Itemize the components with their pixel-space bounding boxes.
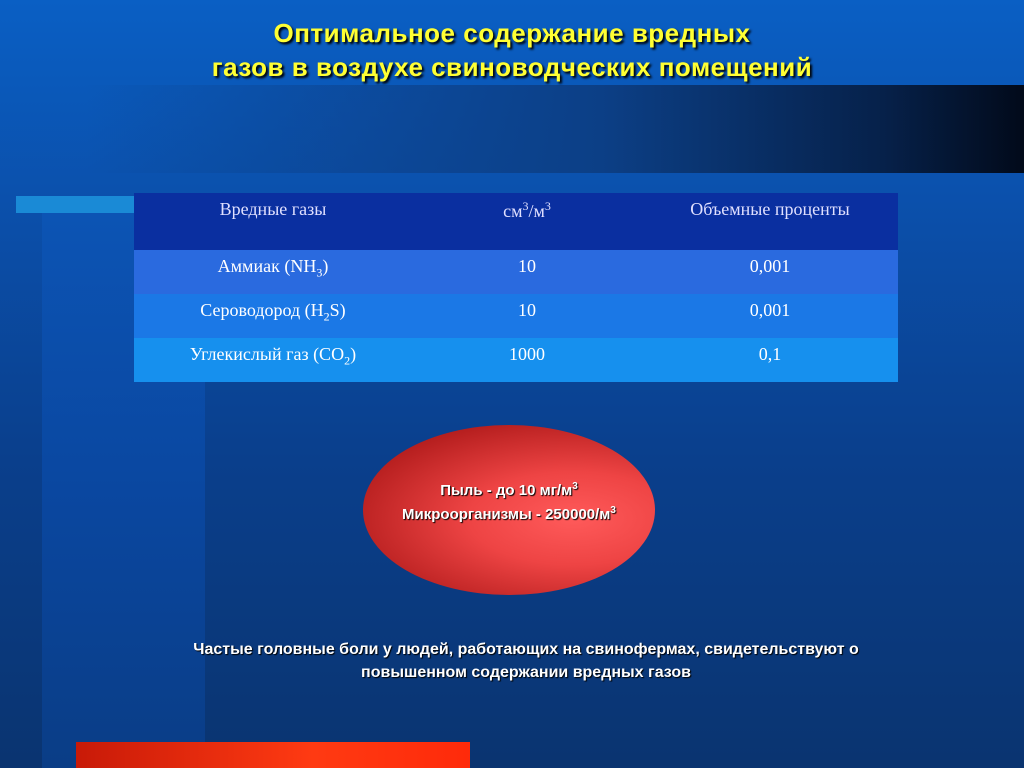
gas-value: 10 — [412, 294, 642, 338]
table-row — [134, 250, 898, 294]
dust-microorganisms-ellipse — [363, 425, 655, 595]
header-percent: Объемные проценты — [642, 193, 898, 250]
table-row — [134, 294, 898, 338]
header-unit: $см^3/м^3$ — [412, 193, 642, 250]
gas-name-hydrogen-sulfide: Сероводород $(H_2S)$ — [134, 294, 412, 338]
harmful-gases-table — [134, 193, 898, 382]
gas-value: 10 — [412, 250, 642, 294]
footnote-text — [0, 638, 1024, 684]
gas-percent: 0,001 — [642, 294, 898, 338]
gas-percent: 0,001 — [642, 250, 898, 294]
decorative-bottom-bar — [76, 742, 470, 768]
title-line-1: Оптимальное содержание вредных — [273, 18, 751, 48]
slide-title — [0, 16, 1024, 84]
gas-name-carbon-dioxide: Углекислый газ $(CO_2)$ — [134, 338, 412, 382]
gas-value: 1000 — [412, 338, 642, 382]
dust-limit-text: Пыль - до 10 $мг/м^3$ — [440, 481, 578, 499]
microorganisms-limit-text: Микроорганизмы - $250000/м^3$ — [402, 505, 616, 523]
footnote-line-1: Частые головные боли у людей, работающих на свинофермах, свидетельствуют о — [193, 641, 859, 658]
decorative-top-band — [85, 85, 1024, 173]
decorative-cyan-bar — [16, 196, 136, 213]
gas-name-ammonia: Аммиак $(NH_3)$ — [134, 250, 412, 294]
footnote-line-2: повышенном содержании вредных газов — [361, 664, 691, 681]
header-gas: Вредные газы — [134, 193, 412, 250]
table-header-row — [134, 193, 898, 250]
title-line-2: газов в воздухе свиноводческих помещений — [211, 52, 813, 82]
gas-percent: 0,1 — [642, 338, 898, 382]
table-row — [134, 338, 898, 382]
